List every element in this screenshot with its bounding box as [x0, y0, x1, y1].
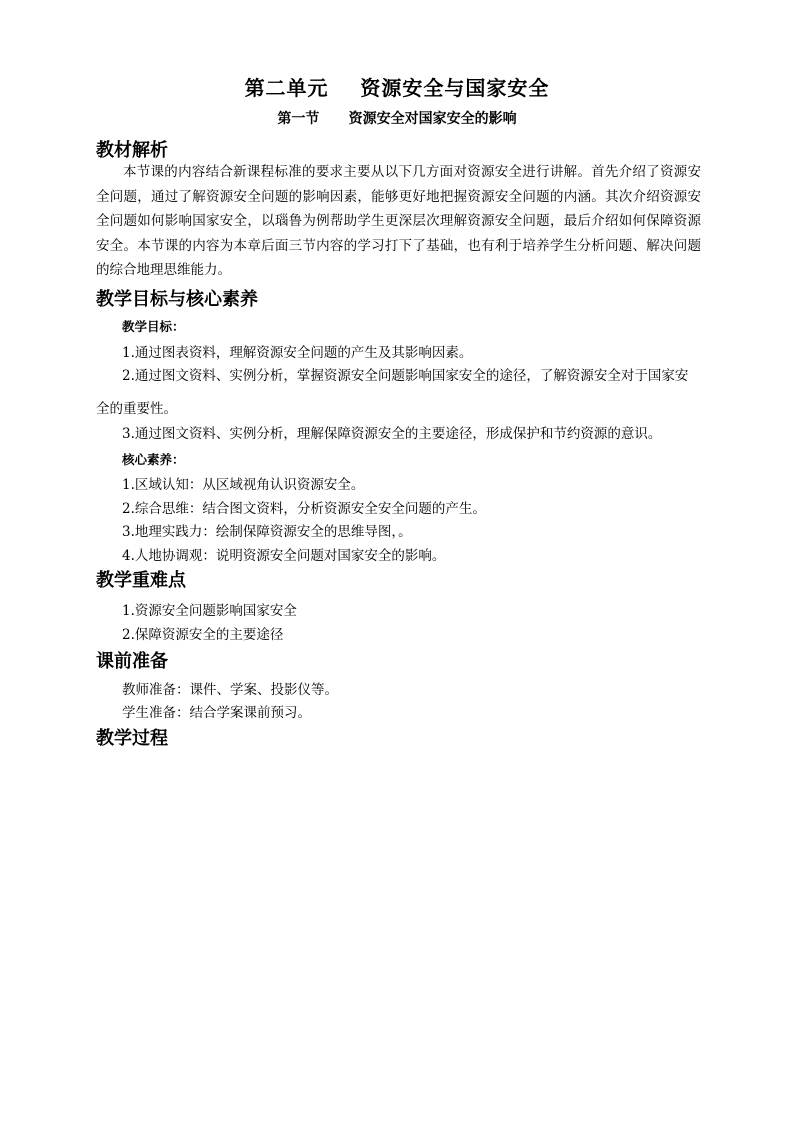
heading-textbook-analysis: 教材解析 — [96, 140, 168, 161]
key-point-item-1: 1.资源安全问题影响国家安全 — [122, 603, 297, 619]
preparation-teacher: 教师准备：课件、学案、投影仪等。 — [122, 682, 338, 698]
goal-item-3: 3.通过图文资料、实例分析，理解保障资源安全的主要途径，形成保护和节约资源的意识。 — [122, 426, 662, 442]
heading-preparation: 课前准备 — [96, 651, 168, 672]
unit-title: 第二单元 资源安全与国家安全 — [244, 76, 550, 100]
literacy-item-3: 3.地理实践力：绘制保障资源安全的思维导图，。 — [122, 524, 412, 540]
textbook-analysis-paragraph: 本节课的内容结合新课程标准的要求主要从以下几方面对资源安全进行讲解。首先介绍了资源安全问题，通过了解资源安全问题的影响因素，能够更好地把握资源安全问题的内涵。其次介绍资源安全问题如何影响国家安全，以瑙鲁为例帮助学生更深层次理解资源安全问题，最后介绍如何保障资源安全。本节课的内容为本章后面三节内容的学习打下了基础，也有利于培养学生分析问题、解决问题的综合地理思维能力。 — [96, 164, 701, 278]
literacy-item-4: 4.人地协调观：说明资源安全问题对国家安全的影响。 — [122, 548, 446, 564]
heading-key-points: 教学重难点 — [96, 570, 186, 591]
section-title: 第一节 资源安全对国家安全的影响 — [277, 111, 517, 127]
preparation-student: 学生准备：结合学案课前预习。 — [122, 705, 311, 721]
heading-objectives: 教学目标与核心素养 — [96, 289, 258, 310]
goal-item-1: 1.通过图表资料，理解资源安全问题的产生及其影响因素。 — [122, 345, 473, 361]
literacy-item-2: 2.综合思维：结合图文资料，分析资源安全安全问题的产生。 — [122, 501, 486, 517]
literacy-label: 核心素养： — [122, 452, 185, 467]
goal-item-2: 2.通过图文资料、实例分析，掌握资源安全问题影响国家安全的途径，了解资源安全对于国家安全的重要性。 — [96, 368, 689, 417]
goals-label: 教学目标： — [122, 319, 185, 334]
key-point-item-2: 2.保障资源安全的主要途径 — [122, 627, 284, 643]
literacy-item-1: 1.区域认知：从区域视角认识资源安全。 — [122, 477, 365, 493]
heading-process: 教学过程 — [96, 728, 168, 749]
